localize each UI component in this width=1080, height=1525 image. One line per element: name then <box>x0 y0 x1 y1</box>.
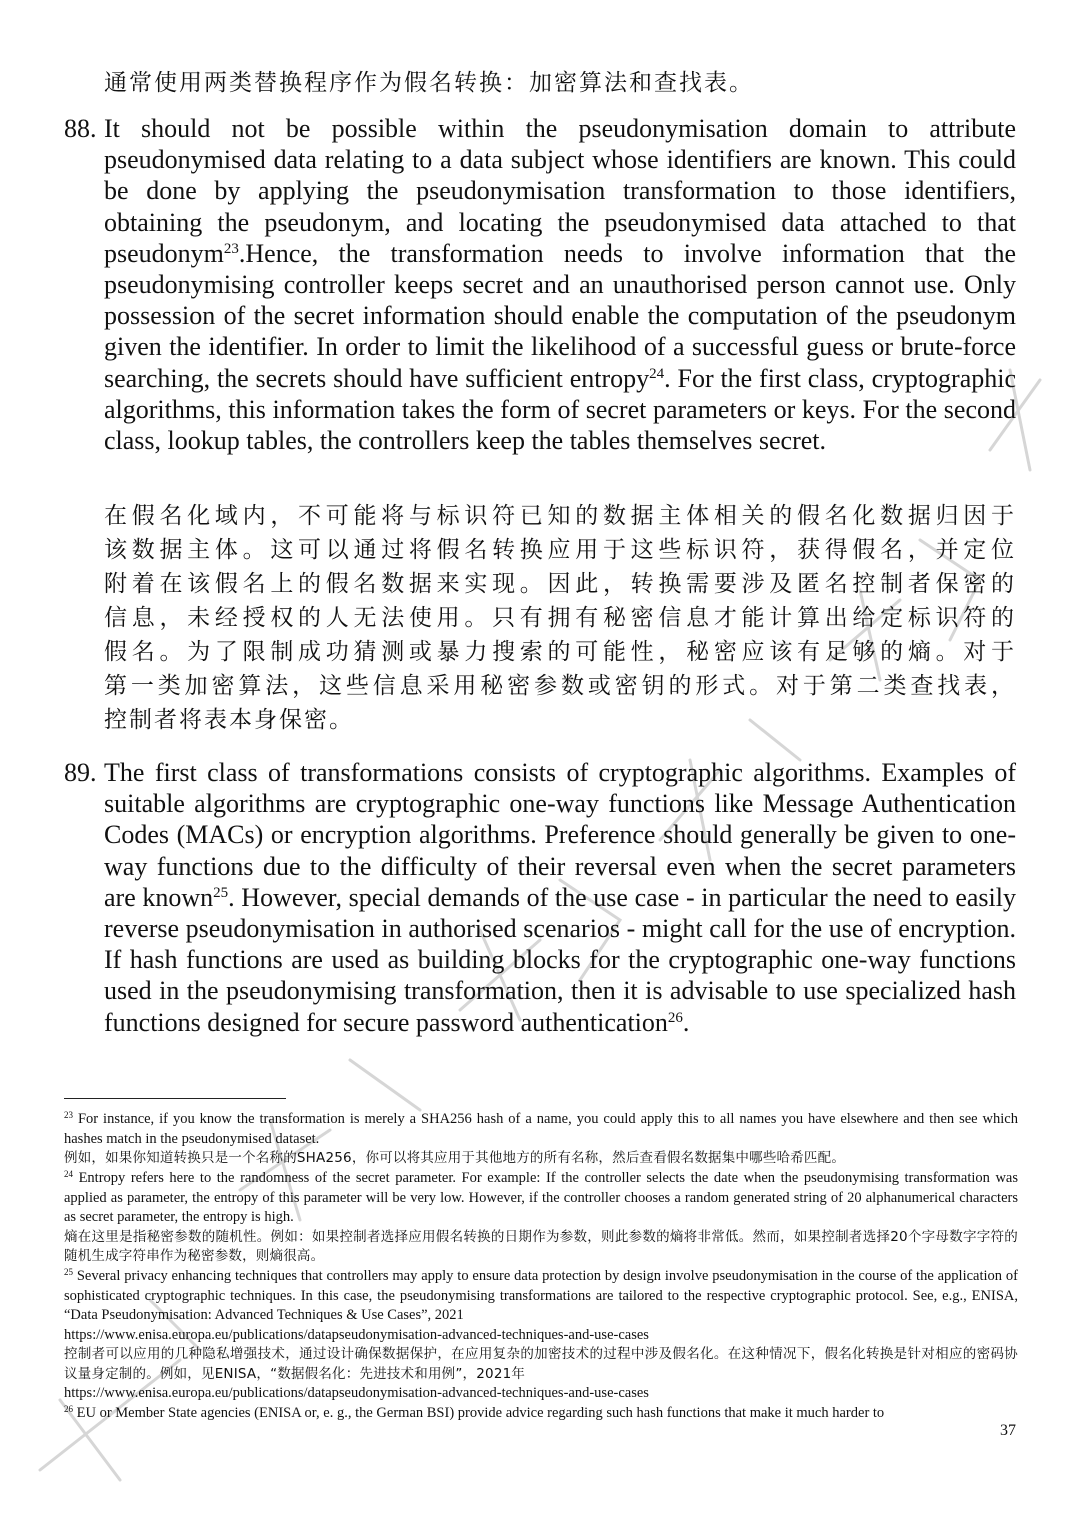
footnote-24-number: 24 <box>64 1169 73 1179</box>
footnote-ref-24: 24 <box>649 365 665 382</box>
paragraph-88-text-part-2: .Hence, the transformation needs to involve information that the pseudonymising controller keeps secret and an unauthorised person cannot use. Only possession of the secret information should enable the computation of the pseudonym given the identifier. In order to limit the likelihood of a successful guess or brute-force searching, the secrets should have sufficient entropy <box>104 238 1016 393</box>
footnote-24 <box>64 1169 1018 1267</box>
paragraph-88-chinese-line: 信息，未经授权的人无法使用。只有拥有秘密信息才能计算出给定标识符的 <box>104 605 1016 631</box>
paragraph-88-number: 88. <box>64 114 97 143</box>
footnote-25 <box>64 1267 1018 1404</box>
paragraph-88-chinese-line: 该数据主体。这可以通过将假名转换应用于这些标识符，获得假名，并定位 <box>104 537 1016 563</box>
intro-chinese-text: 通常使用两类替换程序作为假名转换：加密算法和查找表。 <box>104 70 754 96</box>
footnote-26-english: EU or Member State agencies (ENISA or, e. g., the German BSI) provide advice regarding such hash functions that make it much harder to <box>73 1405 885 1421</box>
footnote-25-url[interactable]: https://www.enisa.europa.eu/publications/datapseudonymisation-advanced-techniques-and-use-cases <box>64 1326 649 1343</box>
footnote-26 <box>64 1404 1018 1424</box>
page-number: 37 <box>1000 1422 1016 1439</box>
paragraph-88-chinese-line: 假名。为了限制成功猜测或暴力搜索的可能性，秘密应该有足够的熵。对于 <box>104 639 1016 665</box>
paragraph-88-chinese-line: 第一类加密算法，这些信息采用秘密参数或密钥的形式。对于第二类查找表， <box>104 673 1016 699</box>
footnote-ref-23: 23 <box>223 240 239 257</box>
footnote-ref-26: 26 <box>667 1009 683 1026</box>
footnote-23-chinese: 例如，如果你知道转换只是一个名称的SHA256，你可以将其应用于其他地方的所有名称，然后查看假名数据集中哪些哈希匹配。 <box>64 1150 846 1166</box>
paragraph-89-text-part-3: . <box>682 1007 690 1037</box>
paragraph-89-text-part-1: The first class of transformations consists of cryptographic algorithms. Examples of suitable algorithms are cryptographic one-way functions like Message Authentication Codes (MACs) or encryption algorithms. Preference should generally be given to one-way functions due to the difficulty of their reversal even when the secret parameters are known <box>104 758 1016 912</box>
paragraph-89-number: 89. <box>64 758 97 787</box>
footnote-23-english: For instance, if you know the transformation is merely a SHA256 hash of a name, you could apply this to all names you have elsewhere and then see which hashes match in the pseudonymised dataset. <box>64 1111 1018 1147</box>
footnote-26-number: 26 <box>64 1404 73 1414</box>
footnote-24-english: Entropy refers here to the randomness of the secret parameter. For example: If the controller selects the date when the pseudonymising transformation was applied as parameter, the entropy of this parameter will be very low. However, if the controller chooses a random generated string of 20 alphanumerical characters as secret parameter, the entropy is high. <box>64 1170 1018 1225</box>
footnote-separator <box>64 1098 286 1099</box>
paragraph-88-english <box>104 113 1016 456</box>
paragraph-88-text-part-1: It should not be possible within the pseudonymisation domain to attribute pseudonymised data relating to a data subject whose identifiers are known. This could be done by applying the pseudonymisation transformation to those identifiers, obtaining the pseudonym, and locating the pseudonymised data attached to that pseudonym <box>104 114 1016 268</box>
footnote-23-number: 23 <box>64 1110 73 1120</box>
footnote-24-chinese: 熵在这里是指秘密参数的随机性。例如：如果控制者选择应用假名转换的日期作为参数，则此参数的熵将非常低。然而，如果控制者选择20个字母数字字符的随机生成字符串作为秘密参数，则熵很高。 <box>64 1228 1018 1264</box>
footnote-25-url-repeat[interactable]: https://www.enisa.europa.eu/publications/datapseudonymisation-advanced-techniques-and-use-cases <box>64 1385 649 1401</box>
footnote-25-chinese: 控制者可以应用的几种隐私增强技术，通过设计确保数据保护，在应用复杂的加密技术的过程中涉及假名化。在这种情况下，假名化转换是针对相应的密码协议量身定制的。例如，见ENISA，“数据假名化：先进技术和用例”，2021年 <box>64 1346 1018 1382</box>
paragraph-88-chinese-line: 控制者将表本身保密。 <box>104 707 354 733</box>
paragraph-88-text-part-3: . For the first class, cryptographic algorithms, this information takes the form of secret parameters or keys. For the second class, lookup tables, the controllers keep the tables themselves secret. <box>104 363 1017 456</box>
footnote-25-number: 25 <box>64 1267 73 1277</box>
paragraph-89-english <box>104 757 1016 1038</box>
paragraph-88-chinese-line: 在假名化域内，不可能将与标识符已知的数据主体相关的假名化数据归因于 <box>104 503 1016 529</box>
footnote-25-english: Several privacy enhancing techniques that controllers may apply to ensure data protection by design involve pseudonymisation in the course of the application of sophisticated cryptographic techniques. In this case, the pseudonymising transformations are tailored to the respective cryptographic protocol. See, e.g., ENISA, “Data Pseudonymisation: Advanced Techniques & Use Cases”, 2021 <box>64 1268 1018 1323</box>
footnote-ref-25: 25 <box>213 884 229 901</box>
footnote-23 <box>64 1110 1018 1169</box>
paragraph-89-text-part-2: . However, special demands of the use case - in particular the need to easily reverse pseudonymisation in authorised scenarios - might call for the use of encryption. If hash functions are used as building blocks for the cryptographic one-way functions used in the pseudonymising transformation, then it is advisable to use specialized hash functions designed for secure password authentication <box>104 882 1016 1037</box>
paragraph-88-chinese-line: 附着在该假名上的假名数据来实现。因此，转换需要涉及匿名控制者保密的 <box>104 571 1016 597</box>
